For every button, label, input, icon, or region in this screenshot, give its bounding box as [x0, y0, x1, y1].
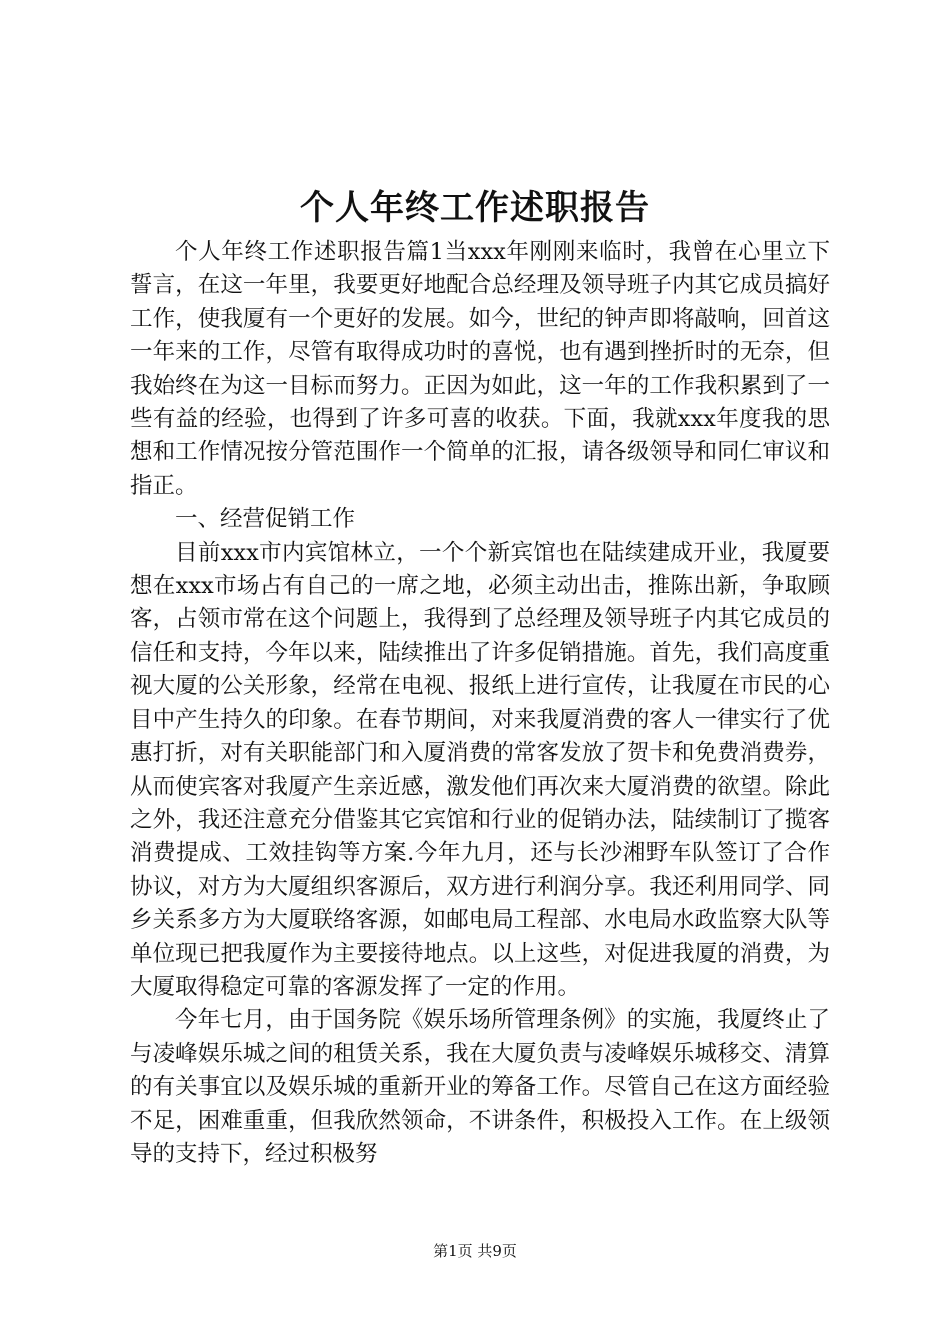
- document-body: [130, 236, 830, 1171]
- document-title: 个人年终工作述职报告: [300, 188, 650, 228]
- paragraph-marketing: 目前xxx市内宾馆林立，一个个新宾馆也在陆续建成开业，我厦要想在xxx市场占有自己的一席之地，必须主动出击，推陈出新，争取顾客，占领市常在这个问题上，我得到了总经理及领导班子内其它成员的信任和支持，今年以来，陆续推出了许多促销措施。首先，我们高度重视大厦的公关形象，经常在电视、报纸上进行宣传，让我厦在市民的心目中产生持久的印象。在春节期间，对来我厦消费的客人一律实行了优惠打折，对有关职能部门和入厦消费的常客发放了贺卡和免费消费券，从而使宾客对我厦产生亲近感，激发他们再次来大厦消费的欲望。除此之外，我还注意充分借鉴其它宾馆和行业的促销办法，陆续制订了揽客消费提成、工效挂钩等方案.今年九月，还与长沙湘野车队签订了合作协议，对方为大厦组织客源后，双方进行利润分享。我还利用同学、同乡关系多方为大厦联络客源，如邮电局工程部、水电局水政监察大队等单位现已把我厦作为主要接待地点。以上这些，对促进我厦的消费，为大厦取得稳定可靠的客源发挥了一定的作用。: [130, 539, 830, 1000]
- page-footer: 第1页 共9页: [433, 1242, 517, 1260]
- paragraph-entertainment: 今年七月，由于国务院《娱乐场所管理条例》的实施，我厦终止了与凌峰娱乐城之间的租赁关系，我在大厦负责与凌峰娱乐城移交、清算的有关事宜以及娱乐城的重新开业的筹备工作。尽管自己在这方面经验不足，困难重重，但我欣然领命，不讲条件，积极投入工作。在上级领导的支持下，经过积极努: [130, 1007, 830, 1167]
- section-heading-marketing: 一、经营促销工作: [175, 506, 356, 533]
- paragraph-intro: 个人年终工作述职报告篇1当xxx年刚刚来临时，我曾在心里立下誓言，在这一年里，我要更好地配合总经理及领导班子内其它成员搞好工作，使我厦有一个更好的发展。如今，世纪的钟声即将敲响，回首这一年来的工作，尽管有取得成功时的喜悦，也有遇到挫折时的无奈，但我始终在为这一目标而努力。正因为如此，这一年的工作我积累到了一些有益的经验，也得到了许多可喜的收获。下面，我就xxx年度我的思想和工作情况按分管范围作一个简单的汇报，请各级领导和同仁审议和指正。: [130, 239, 830, 499]
